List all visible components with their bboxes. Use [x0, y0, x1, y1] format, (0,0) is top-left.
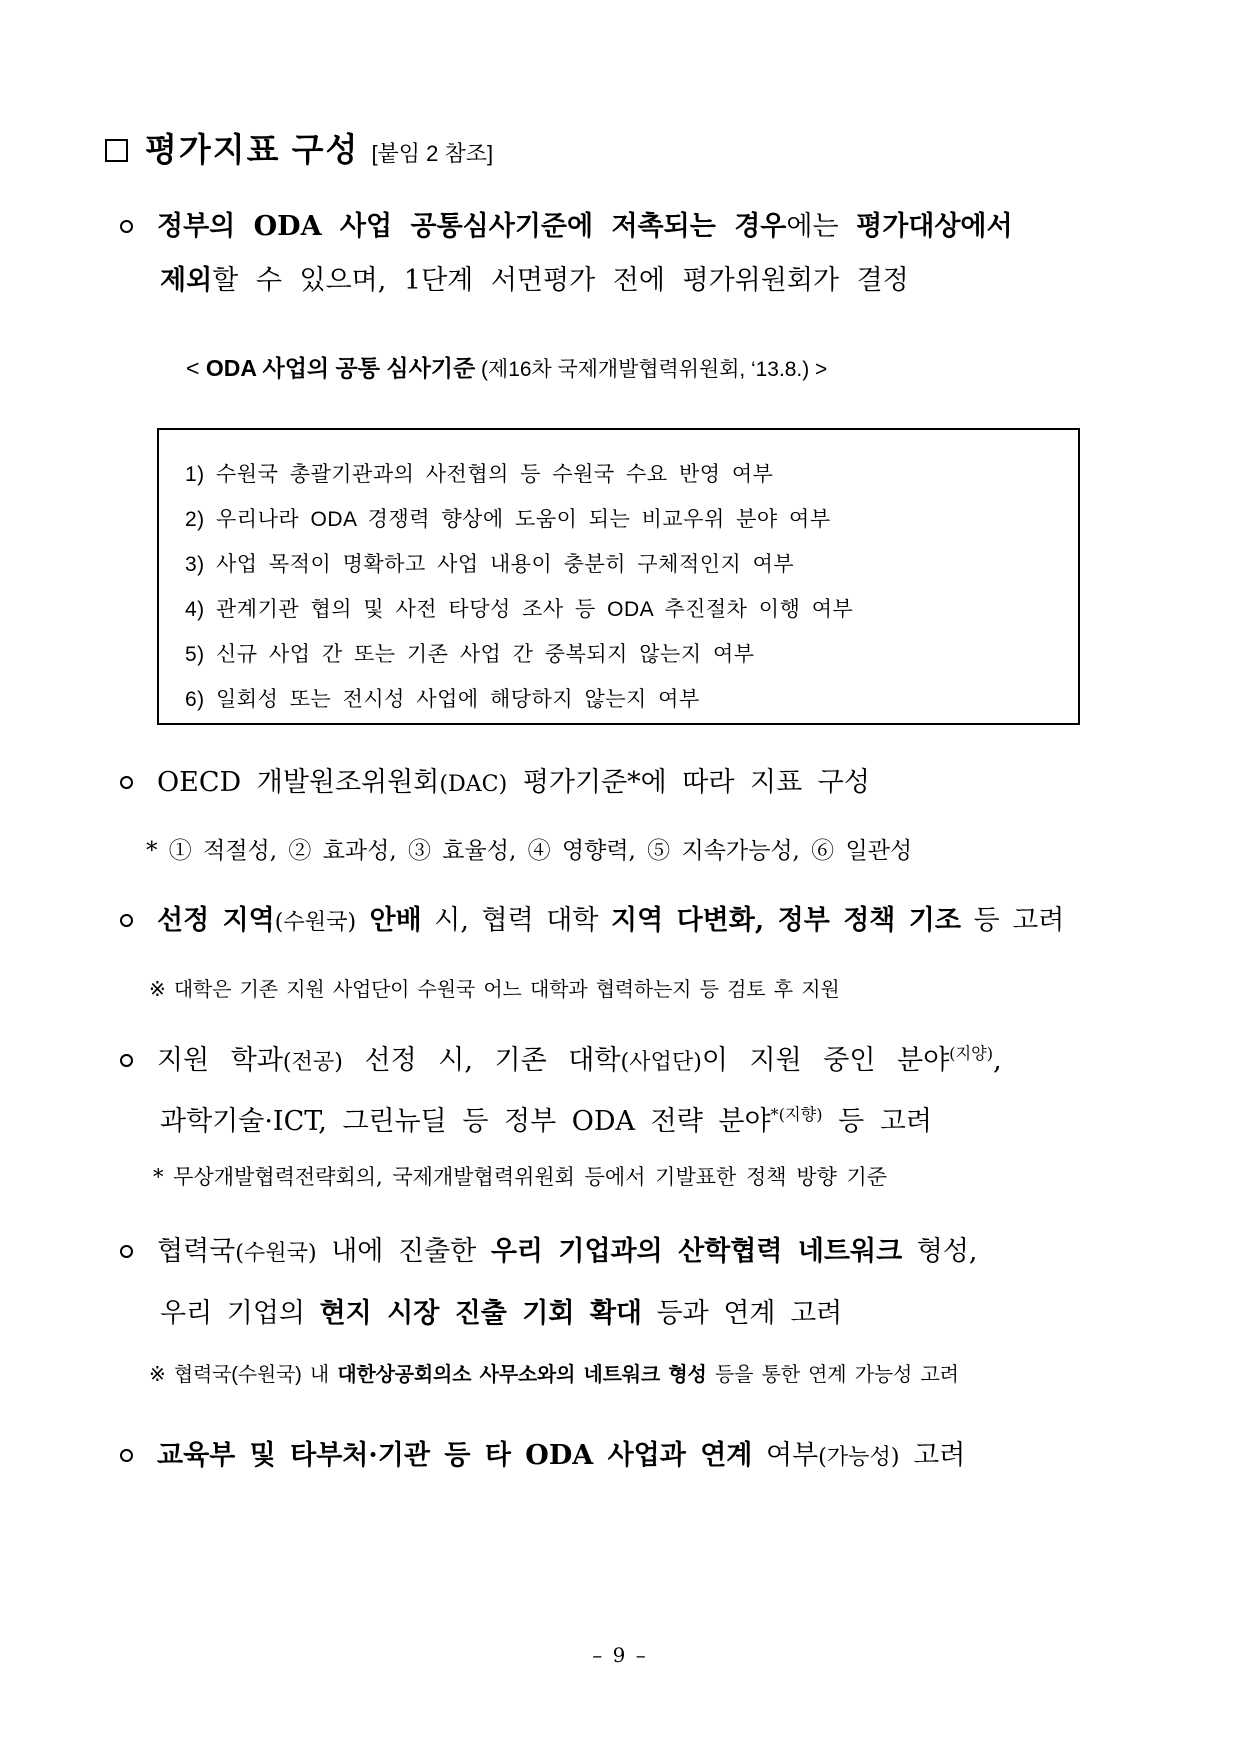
bullet-exclusion-text1: 정부의 ODA 사업 공통심사기준에 저촉되는 경우에는 평가대상에서 — [157, 211, 1013, 242]
bullet-department-line2: 과학기술·ICT, 그린뉴딜 등 정부 ODA 전략 분야$^{*(지향)}$ 등 고려 — [160, 1105, 932, 1137]
circle-bullet-icon — [120, 1054, 133, 1067]
square-checkbox-icon — [105, 139, 128, 162]
circle-bullet-icon — [120, 220, 133, 233]
circle-bullet-icon — [120, 914, 133, 927]
criteria-item: 4) 관계기관 협의 및 사전 타당성 조사 등 ODA 추진절차 이행 여부 — [185, 598, 854, 621]
note-partner: ※ 협력국(수원국) 내 대한상공회의소 사무소와의 네트워크 형성 등을 통한 연계 가능성 고려 — [149, 1364, 959, 1386]
bullet-department-line1 — [120, 1038, 1002, 1077]
criteria-item: 3) 사업 목적이 명확하고 사업 내용이 충분히 구체적인지 여부 — [185, 553, 795, 576]
bullet-partner-text1: 협력국(수원국) 내에 진출한 우리 기업과의 산학협력 네트워크 형성, — [157, 1236, 978, 1267]
footnote-dac-criteria: * ① 적절성, ② 효과성, ③ 효율성, ④ 영향력, ⑤ 지속가능성, ⑥ 일관성 — [146, 838, 913, 864]
circle-bullet-icon — [120, 1449, 133, 1462]
bullet-ministry-line1 — [120, 1433, 965, 1472]
criteria-item: 2) 우리나라 ODA 경쟁력 향상에 도움이 되는 비교우위 분야 여부 — [185, 508, 831, 531]
bullet-ministry-text1: 교육부 및 타부처·기관 등 타 ODA 사업과 연계 여부(가능성) 고려 — [157, 1440, 966, 1471]
bullet-oecd-text1: OECD 개발원조위원회(DAC) 평가기준*에 따라 지표 구성 — [157, 767, 870, 798]
bullet-department-text1: 지원 학과(전공) 선정 시, 기존 대학(사업단)이 지원 중인 분야$^{(지양)}$, — [157, 1044, 1002, 1076]
bullet-exclusion-line2: 제외할 수 있으며, 1단계 서면평가 전에 평가위원회가 결정 — [160, 265, 909, 296]
bullet-region-line1 — [120, 898, 1064, 937]
section-heading-text: 평가지표 구성 — [145, 131, 360, 168]
criteria-item: 6) 일회성 또는 전시성 사업에 해당하지 않는지 여부 — [185, 688, 700, 711]
section-heading-annotation: [붙임 2 참조] — [371, 141, 494, 166]
bullet-partner-line1 — [120, 1229, 978, 1268]
footnote-strategy: * 무상개발협력전략회의, 국제개발협력위원회 등에서 기발표한 정책 방향 기준 — [153, 1165, 888, 1189]
criteria-item: 5) 신규 사업 간 또는 기존 사업 간 중복되지 않는지 여부 — [185, 643, 755, 666]
circle-bullet-icon — [120, 776, 133, 789]
criteria-item: 1) 수원국 총괄기관과의 사전협의 등 수원국 수요 반영 여부 — [185, 463, 774, 486]
bullet-oecd-line1 — [120, 760, 870, 799]
section-heading — [105, 124, 493, 171]
note-region: ※ 대학은 기존 지원 사업단이 수원국 어느 대학과 협력하는지 등 검토 후 지원 — [149, 979, 840, 1001]
bullet-exclusion-line1 — [120, 204, 1013, 243]
bullet-region-text1: 선정 지역(수원국) 안배 시, 협력 대학 지역 다변화, 정부 정책 기조 등 고려 — [157, 905, 1065, 936]
circle-bullet-icon — [120, 1245, 133, 1258]
criteria-subtitle: < ODA 사업의 공통 심사기준 (제16차 국제개발협력위원회, ‘13.8.) > — [186, 355, 828, 381]
bullet-partner-line2: 우리 기업의 현지 시장 진출 기회 확대 등과 연계 고려 — [160, 1298, 843, 1329]
criteria-box — [157, 428, 1080, 725]
page-number: – 9 – — [592, 1643, 648, 1667]
